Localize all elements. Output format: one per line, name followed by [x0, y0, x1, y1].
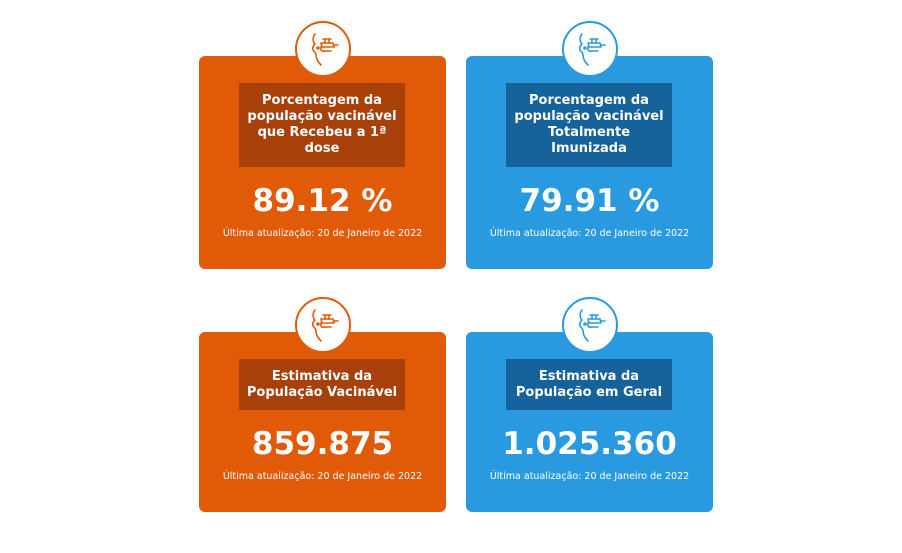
badge [562, 297, 618, 353]
card-value: 859.875 [251, 426, 394, 462]
card-label-text: Estimativa da População Vacinável [246, 369, 398, 400]
card-label-text: Porcentagem da população vacinável que Recebeu a 1ª dose [247, 93, 397, 156]
badge [295, 21, 351, 77]
card-label [239, 83, 405, 167]
card-value: 89.12 % [252, 183, 393, 219]
card-updated-text: Última atualização: 20 de Janeiro de 2022 [489, 228, 690, 239]
vaccination-icon [303, 305, 343, 345]
card-updated-text: Última atualização: 20 de Janeiro de 2022 [222, 228, 423, 239]
card-first-dose-percentage [199, 56, 446, 269]
card-fully-immunized-percentage [466, 56, 713, 269]
card-label [506, 359, 672, 410]
badge [295, 297, 351, 353]
card-updated-text: Última atualização: 20 de Janeiro de 2022 [489, 471, 690, 482]
card-label-text: Porcentagem da população vacinável Totalmente Imunizada [514, 93, 664, 156]
card-label [506, 83, 672, 167]
badge [562, 21, 618, 77]
card-label [239, 359, 405, 410]
vaccination-icon [303, 29, 343, 69]
vaccination-icon [570, 305, 610, 345]
card-value: 1.025.360 [502, 426, 677, 462]
card-value: 79.91 % [519, 183, 660, 219]
card-label-text: Estimativa da População em Geral [515, 369, 663, 400]
card-general-population [466, 332, 713, 512]
vaccination-icon [570, 29, 610, 69]
card-vaccinable-population [199, 332, 446, 512]
card-updated-text: Última atualização: 20 de Janeiro de 2022 [222, 471, 423, 482]
